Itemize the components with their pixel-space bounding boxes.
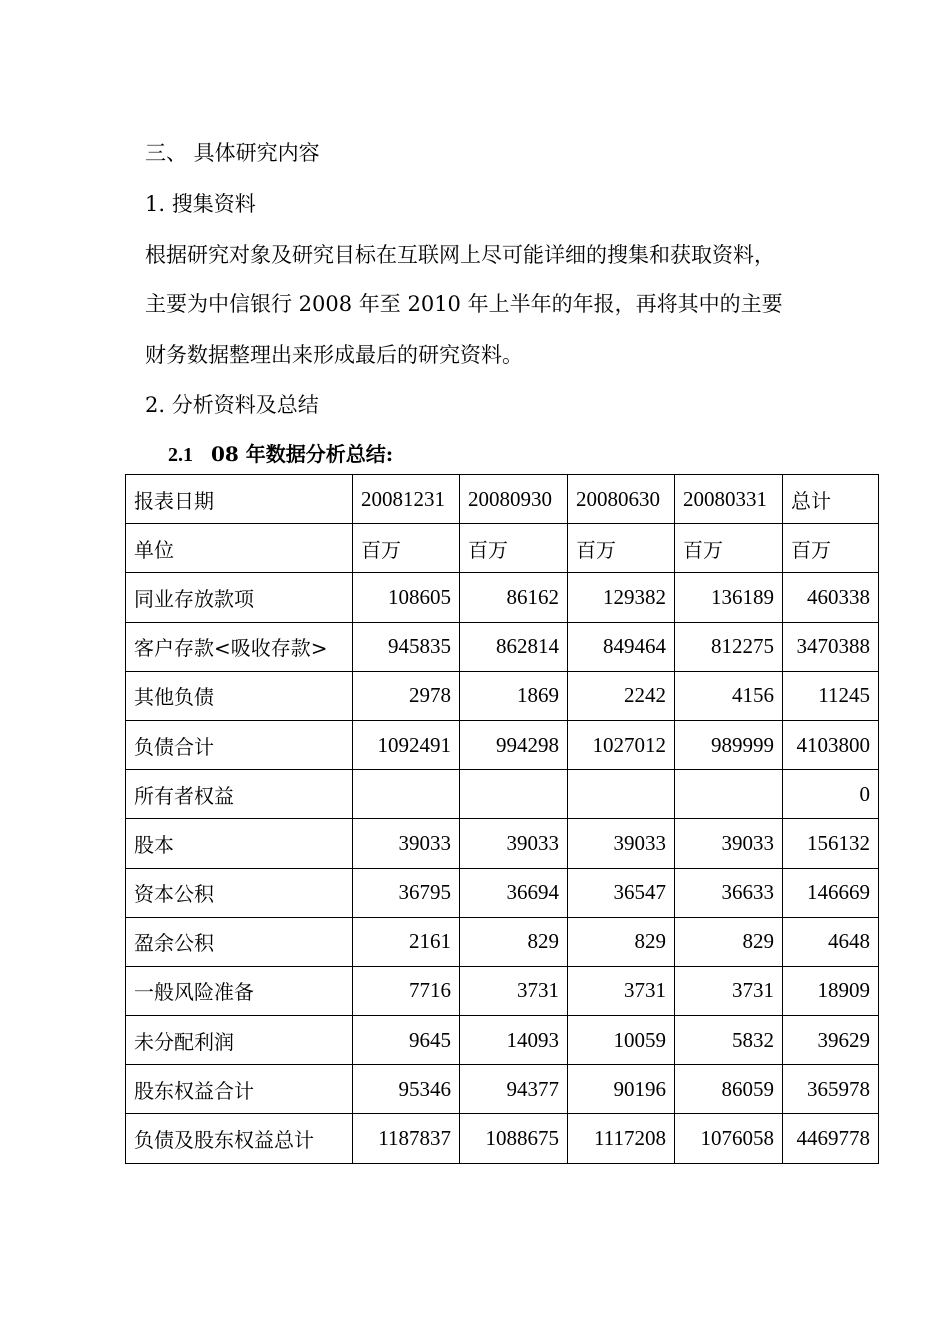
value-cell: 36547 — [568, 868, 675, 917]
row-label: 资本公积 — [126, 868, 353, 917]
table-row — [126, 1065, 879, 1114]
value-cell: 4469778 — [783, 1114, 879, 1163]
row-label: 单位 — [126, 524, 353, 573]
value-cell: 18909 — [783, 966, 879, 1015]
row-label: 股东权益合计 — [126, 1065, 353, 1114]
row-label: 其他负债 — [126, 671, 353, 720]
row-label: 未分配利润 — [126, 1016, 353, 1065]
value-cell: 4103800 — [783, 720, 879, 769]
table-row — [126, 622, 879, 671]
subheading-analysis: 2. 分析资料及总结 — [145, 393, 319, 417]
value-cell: 4648 — [783, 917, 879, 966]
row-label: 股本 — [126, 819, 353, 868]
value-cell: 90196 — [568, 1065, 675, 1114]
paragraph-line-2: 主要为中信银行 2008 年至 2010 年上半年的年报，再将其中的主要 — [145, 292, 783, 316]
value-cell: 2978 — [353, 671, 460, 720]
value-cell: 812275 — [675, 622, 783, 671]
table-row — [126, 573, 879, 622]
financial-table — [125, 474, 879, 1164]
value-cell: 1869 — [460, 671, 568, 720]
row-label: 同业存放款项 — [126, 573, 353, 622]
column-header: 总计 — [783, 475, 879, 524]
paragraph-line-1: 根据研究对象及研究目标在互联网上尽可能详细的搜集和获取资料， — [145, 243, 775, 267]
table-row — [126, 966, 879, 1015]
value-cell: 945835 — [353, 622, 460, 671]
value-cell: 3731 — [675, 966, 783, 1015]
value-cell: 3731 — [568, 966, 675, 1015]
table-row — [126, 1016, 879, 1065]
value-cell: 10059 — [568, 1016, 675, 1065]
table-header-row — [126, 475, 879, 524]
value-cell: 39629 — [783, 1016, 879, 1065]
row-label: 一般风险准备 — [126, 966, 353, 1015]
column-header: 20080930 — [460, 475, 568, 524]
row-label: 负债合计 — [126, 720, 353, 769]
value-cell: 156132 — [783, 819, 879, 868]
unit-cell: 百万 — [568, 524, 675, 573]
value-cell: 108605 — [353, 573, 460, 622]
column-header: 20081231 — [353, 475, 460, 524]
financial-table-body — [126, 475, 879, 1164]
subheading-2-1-text: 08 年数据分析总结: — [211, 442, 394, 466]
value-cell: 1076058 — [675, 1114, 783, 1163]
value-cell: 862814 — [460, 622, 568, 671]
value-cell: 86162 — [460, 573, 568, 622]
value-cell: 36694 — [460, 868, 568, 917]
value-cell — [675, 770, 783, 819]
row-label: 客户存款<吸收存款> — [126, 622, 353, 671]
value-cell: 829 — [460, 917, 568, 966]
unit-cell: 百万 — [353, 524, 460, 573]
value-cell: 39033 — [675, 819, 783, 868]
subheading-2-1 — [168, 438, 393, 467]
row-label: 负债及股东权益总计 — [126, 1114, 353, 1163]
unit-cell: 百万 — [675, 524, 783, 573]
value-cell: 994298 — [460, 720, 568, 769]
value-cell: 1088675 — [460, 1114, 568, 1163]
value-cell: 14093 — [460, 1016, 568, 1065]
value-cell — [353, 770, 460, 819]
row-label: 报表日期 — [126, 475, 353, 524]
column-header: 20080630 — [568, 475, 675, 524]
subheading-2-1-number: 2.1 — [168, 444, 193, 466]
subheading-collect-data: 1. 搜集资料 — [145, 192, 256, 216]
value-cell: 7716 — [353, 966, 460, 1015]
value-cell — [568, 770, 675, 819]
value-cell: 365978 — [783, 1065, 879, 1114]
value-cell: 829 — [675, 917, 783, 966]
value-cell: 39033 — [460, 819, 568, 868]
value-cell: 95346 — [353, 1065, 460, 1114]
table-row — [126, 917, 879, 966]
value-cell: 39033 — [353, 819, 460, 868]
value-cell: 1027012 — [568, 720, 675, 769]
column-header: 20080331 — [675, 475, 783, 524]
value-cell: 460338 — [783, 573, 879, 622]
value-cell: 3470388 — [783, 622, 879, 671]
value-cell: 9645 — [353, 1016, 460, 1065]
section-heading: 三、 具体研究内容 — [145, 141, 320, 165]
table-row — [126, 720, 879, 769]
table-row — [126, 770, 879, 819]
value-cell: 129382 — [568, 573, 675, 622]
row-label: 盈余公积 — [126, 917, 353, 966]
table-unit-row — [126, 524, 879, 573]
table-row — [126, 1114, 879, 1163]
value-cell: 989999 — [675, 720, 783, 769]
value-cell: 3731 — [460, 966, 568, 1015]
value-cell: 36633 — [675, 868, 783, 917]
value-cell: 1187837 — [353, 1114, 460, 1163]
value-cell: 39033 — [568, 819, 675, 868]
value-cell: 1117208 — [568, 1114, 675, 1163]
value-cell: 11245 — [783, 671, 879, 720]
row-label: 所有者权益 — [126, 770, 353, 819]
value-cell: 1092491 — [353, 720, 460, 769]
value-cell: 136189 — [675, 573, 783, 622]
table-row — [126, 671, 879, 720]
value-cell: 829 — [568, 917, 675, 966]
value-cell: 2242 — [568, 671, 675, 720]
value-cell: 4156 — [675, 671, 783, 720]
value-cell: 0 — [783, 770, 879, 819]
table-row — [126, 868, 879, 917]
value-cell: 849464 — [568, 622, 675, 671]
value-cell: 2161 — [353, 917, 460, 966]
value-cell: 5832 — [675, 1016, 783, 1065]
value-cell — [460, 770, 568, 819]
unit-cell: 百万 — [460, 524, 568, 573]
table-row — [126, 819, 879, 868]
value-cell: 36795 — [353, 868, 460, 917]
unit-cell: 百万 — [783, 524, 879, 573]
value-cell: 86059 — [675, 1065, 783, 1114]
value-cell: 94377 — [460, 1065, 568, 1114]
value-cell: 146669 — [783, 868, 879, 917]
paragraph-line-3: 财务数据整理出来形成最后的研究资料。 — [145, 343, 523, 367]
